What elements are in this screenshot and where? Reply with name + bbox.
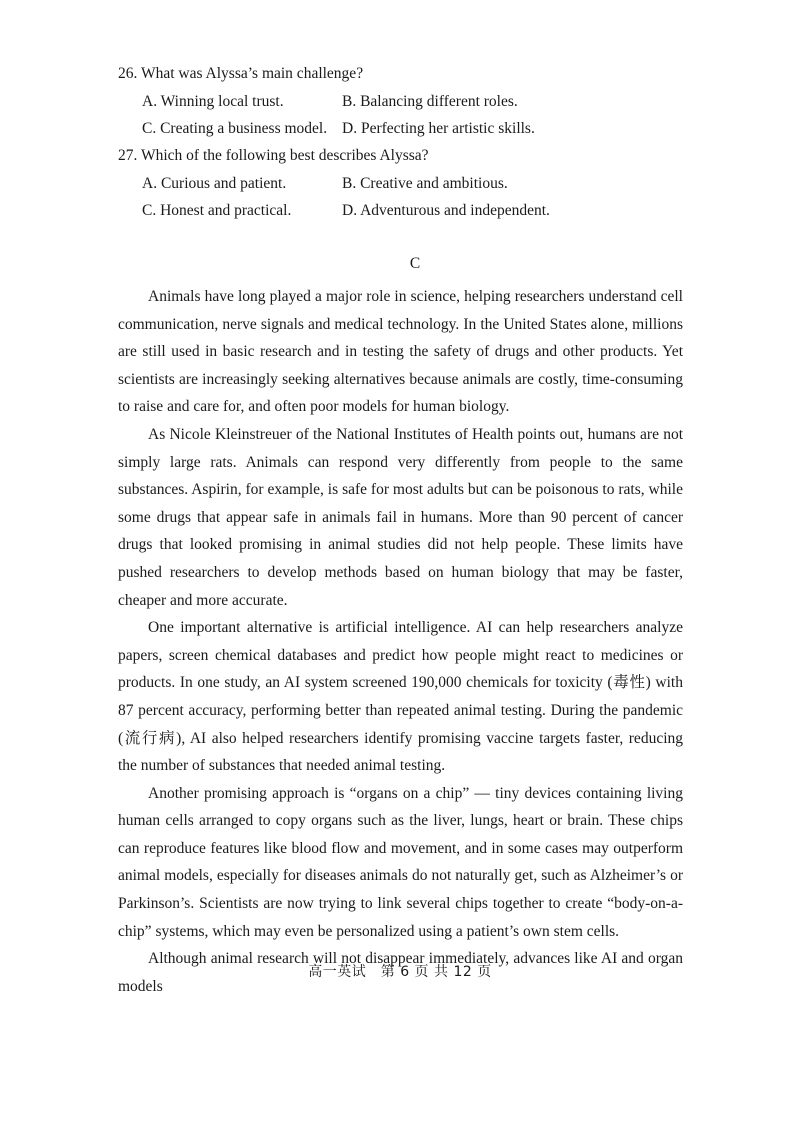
question-26-option-d: D. Perfecting her artistic skills. xyxy=(342,120,535,137)
reading-passage xyxy=(118,283,683,1000)
question-26-stem: 26. What was Alyssa’s main challenge? xyxy=(118,65,364,82)
question-27-stem: 27. Which of the following best describes Alyssa? xyxy=(118,147,429,164)
section-heading: C xyxy=(409,255,421,272)
passage-paragraph: Although animal research will not disappear immediately, advances like AI and organ models xyxy=(118,950,683,995)
passage-paragraph: Another promising approach is “organs on a chip” — tiny devices containing living human cells arranged to copy organs such as the liver, lungs, heart or brain. These chips can reproduce features like blood flow and movement, and in some cases may outperform animal models, especially for diseases animals do not naturally get, such as Alzheimer’s or Parkinson’s. Scientists are now trying to link several chips together to create “body-on-a-chip” systems, which may even be personalized using a patient’s own stem cells. xyxy=(118,784,683,940)
question-27-option-d: D. Adventurous and independent. xyxy=(342,202,550,219)
question-27-option-a: A. Curious and patient. xyxy=(142,175,287,192)
passage-paragraph: As Nicole Kleinstreuer of the National Institutes of Health points out, humans are not simply large rats. Animals can respond very differently from people to the same substances. Aspirin, for example, is safe for most adults but can be poisonous to rats, while some drugs that appear safe in animals fail in humans. More than 90 percent of cancer drugs that looked promising in animal studies did not help people. These limits have pushed researchers to develop methods based on human biology that may be faster, cheaper and more accurate. xyxy=(118,425,683,609)
question-26-option-a: A. Winning local trust. xyxy=(142,93,284,110)
question-26-option-b: B. Balancing different roles. xyxy=(342,93,518,110)
question-26-option-c: C. Creating a business model. xyxy=(142,120,328,137)
passage-paragraph: One important alternative is artificial intelligence. AI can help researchers analyze papers, screen chemical databases and predict how people might react to medicines or products. In one study, an AI system screened 190,000 chemicals for toxicity (毒性) with 87 percent accuracy, performing better than repeated animal testing. During the pandemic (流行病), AI also helped researchers identify promising vaccine targets faster, reducing the number of substances that needed animal testing. xyxy=(118,619,683,775)
page-footer: 高一英试 第 6 页 共 12 页 xyxy=(308,964,492,980)
passage-paragraph: Animals have long played a major role in science, helping researchers understand cell communication, nerve signals and medical technology. In the United States alone, millions are still used in basic research and in testing the safety of drugs and other products. Yet scientists are increasingly seeking alternatives because animals are costly, time-consuming to raise and care for, and often poor models for human biology. xyxy=(118,288,683,416)
question-27-option-b: B. Creative and ambitious. xyxy=(342,175,508,192)
question-27-option-c: C. Honest and practical. xyxy=(142,202,292,219)
